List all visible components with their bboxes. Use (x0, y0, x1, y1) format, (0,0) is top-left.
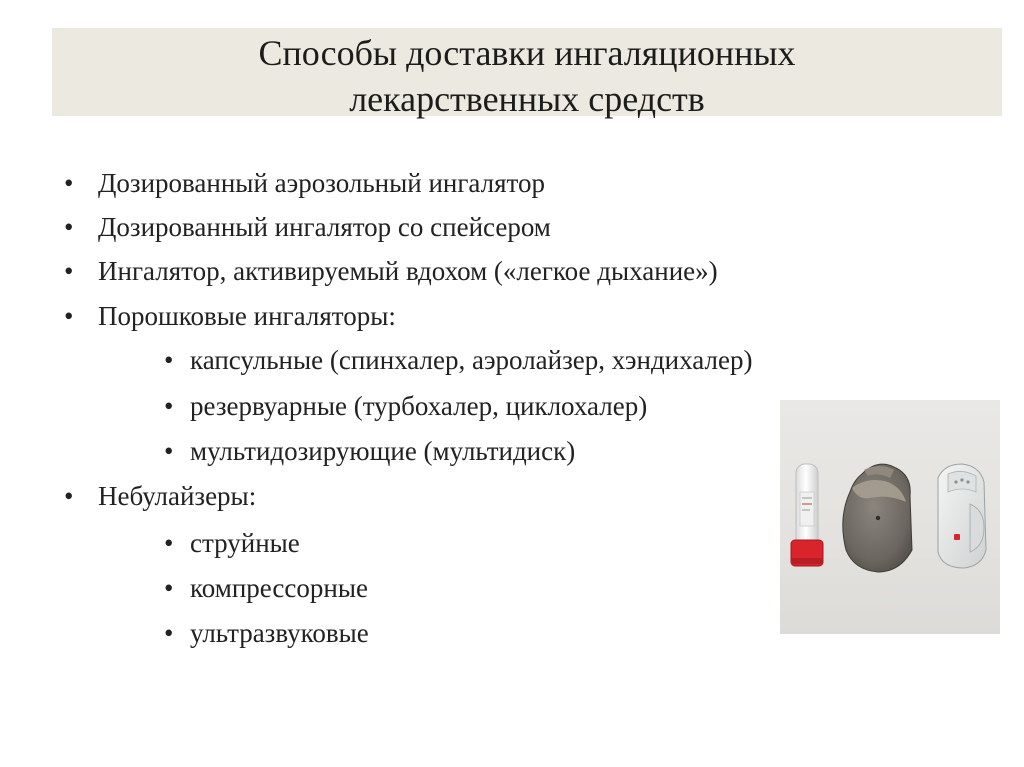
bullet-marker: • (64, 168, 74, 198)
bullet-marker: • (164, 528, 174, 558)
list-item (164, 527, 300, 559)
list-item-text: Небулайзеры: (98, 481, 257, 511)
list-item-text: компрессорные (190, 573, 368, 603)
inhalers-photo (780, 400, 1000, 634)
list-item-text: Ингалятор, активируемый вдохом («легкое дыхание») (98, 256, 718, 286)
list-item-text: резервуарные (турбохалер, циклохалер) (190, 391, 648, 421)
list-item-text: мультидозирующие (мультидиск) (190, 436, 576, 466)
title-line-1: Способы доставки ингаляционных (258, 33, 796, 73)
bullet-marker: • (164, 573, 174, 603)
list-item (164, 344, 753, 376)
slide-title (52, 30, 1002, 122)
list-item (164, 435, 576, 467)
bullet-marker: • (164, 345, 174, 375)
bullet-marker: • (164, 618, 174, 648)
list-item (64, 255, 718, 287)
title-line-2: лекарственных средств (349, 79, 705, 119)
bullet-marker: • (64, 256, 74, 286)
list-item (164, 572, 368, 604)
list-item-text: струйные (190, 528, 300, 558)
turbohaler-device (843, 464, 912, 572)
metered-dose-inhaler (791, 464, 823, 566)
bullet-marker: • (64, 481, 74, 511)
multidisk-device (938, 464, 986, 568)
list-item (64, 211, 551, 243)
bullet-marker: • (164, 436, 174, 466)
list-item-text: ультразвуковые (190, 618, 369, 648)
inhalers-illustration (780, 400, 1000, 634)
bullet-marker: • (64, 212, 74, 242)
list-item (64, 300, 396, 332)
list-item-text: капсульные (спинхалер, аэролайзер, хэндихалер) (190, 345, 753, 375)
bullet-marker: • (64, 301, 74, 331)
list-item-text: Порошковые ингаляторы: (98, 301, 396, 331)
bullet-marker: • (164, 391, 174, 421)
list-item (64, 480, 257, 512)
list-item (164, 390, 648, 422)
list-item (64, 167, 545, 199)
list-item (164, 617, 369, 649)
list-item-text: Дозированный аэрозольный ингалятор (98, 168, 545, 198)
list-item-text: Дозированный ингалятор со спейсером (98, 212, 551, 242)
